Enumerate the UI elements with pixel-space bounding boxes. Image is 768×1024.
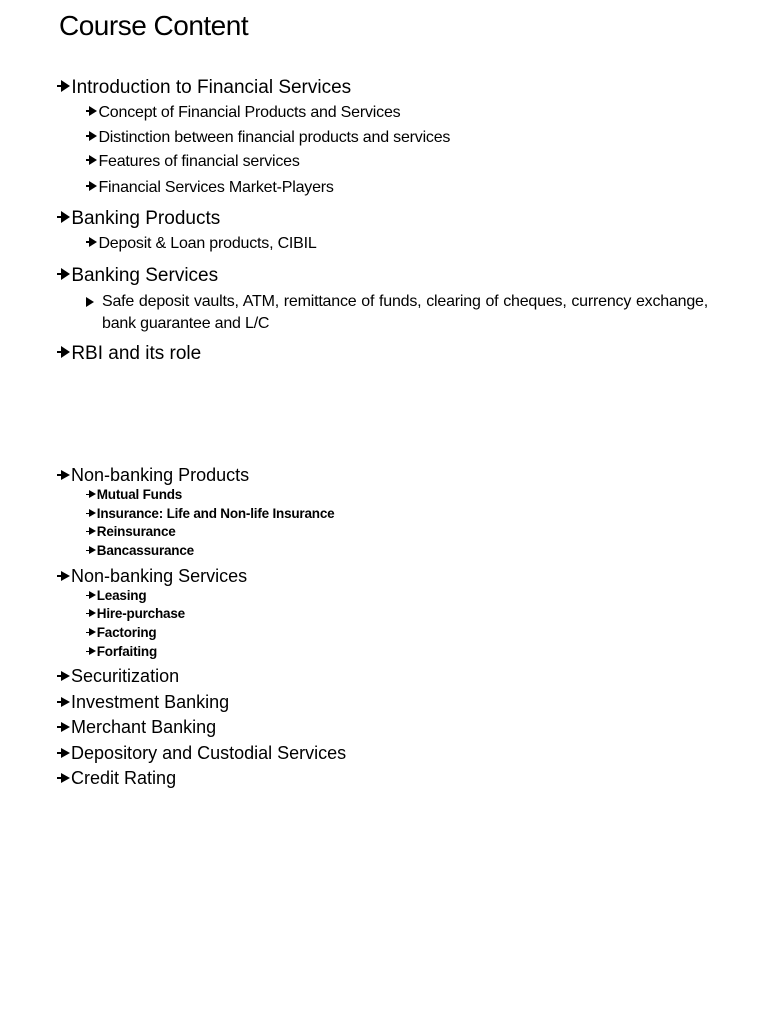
- bullet-credit-rating: [57, 768, 176, 789]
- arrow-bullet-icon: [61, 722, 70, 732]
- sub-bullet: [86, 644, 157, 659]
- arrow-bullet-icon: [89, 628, 96, 636]
- sub-bullet-wrapped: [102, 291, 708, 335]
- bullet-label: Introduction to Financial Services: [71, 77, 352, 98]
- arrow-bullet-icon: [61, 80, 70, 92]
- bullet-label: Investment Banking: [71, 692, 230, 712]
- arrow-bullet-icon: [89, 155, 97, 165]
- arrow-bullet-icon: [89, 106, 97, 116]
- bullet-merchant-banking: [57, 717, 216, 738]
- bullet-intro: [57, 77, 351, 99]
- bullet-rbi: [57, 343, 201, 365]
- arrow-bullet-icon: [61, 697, 70, 707]
- arrow-bullet-icon: [89, 647, 96, 655]
- page-title: Course Content: [59, 10, 249, 41]
- bullet-label: Banking Products: [71, 208, 221, 229]
- sub-bullet: [86, 179, 334, 197]
- sub-bullet-label: Bancassurance: [96, 543, 194, 558]
- bullet-label: Non-banking Products: [71, 465, 250, 485]
- sub-bullet-label: Mutual Funds: [96, 487, 183, 502]
- sub-bullet-label: Factoring: [96, 625, 157, 640]
- bullet-label: RBI and its role: [71, 343, 202, 364]
- sub-bullet: [86, 625, 156, 640]
- bullet-depository-services: [57, 743, 346, 764]
- arrow-bullet-icon: [89, 131, 97, 141]
- sub-bullet: [86, 487, 182, 502]
- arrow-bullet-icon: [61, 773, 70, 783]
- arrow-bullet-icon: [61, 268, 70, 280]
- arrow-bullet-icon: [89, 591, 96, 599]
- bullet-nonbanking-products: [57, 465, 249, 486]
- arrow-bullet-icon: [61, 470, 70, 480]
- sub-bullet: [86, 104, 400, 122]
- sub-bullet: [86, 606, 185, 621]
- sub-bullet-label: Distinction between financial products and services: [98, 129, 451, 146]
- arrow-bullet-icon: [61, 748, 70, 758]
- arrow-bullet-icon: [89, 527, 96, 535]
- sub-bullet: [86, 543, 194, 558]
- sub-bullet-label: Hire-purchase: [96, 606, 185, 621]
- bullet-label: Depository and Custodial Services: [71, 743, 347, 763]
- bullet-investment-banking: [57, 692, 229, 713]
- arrow-bullet-icon: [61, 671, 70, 681]
- sub-bullet-label: Deposit & Loan products, CIBIL: [98, 235, 317, 252]
- arrow-bullet-icon: [89, 546, 96, 554]
- arrow-bullet-icon: [89, 490, 96, 498]
- arrow-bullet-icon: [86, 297, 94, 307]
- sub-bullet: [86, 153, 300, 171]
- sub-bullet-label: Leasing: [96, 588, 147, 603]
- bullet-label: Merchant Banking: [71, 717, 217, 737]
- sub-bullet-label: Concept of Financial Products and Services: [98, 104, 401, 121]
- arrow-bullet-icon: [89, 609, 96, 617]
- arrow-bullet-icon: [89, 509, 96, 517]
- sub-bullet-label: Features of financial services: [98, 153, 300, 170]
- bullet-label: Credit Rating: [71, 768, 177, 788]
- bullet-label: Securitization: [71, 666, 180, 686]
- sub-bullet: [86, 506, 334, 521]
- arrow-bullet-icon: [61, 346, 70, 358]
- bullet-label: Non-banking Services: [71, 566, 248, 586]
- bullet-nonbanking-services: [57, 566, 247, 587]
- arrow-bullet-icon: [61, 571, 70, 581]
- sub-bullet-label: Insurance: Life and Non-life Insurance: [96, 506, 335, 521]
- bullet-banking-products: [57, 208, 220, 230]
- arrow-bullet-icon: [89, 181, 97, 191]
- sub-bullet: [86, 235, 317, 253]
- sub-bullet: [86, 524, 176, 539]
- sub-bullet-label: Forfaiting: [96, 644, 158, 659]
- sub-bullet-label: Safe deposit vaults, ATM, remittance of funds, clearing of cheques, currency exchange, bank guarantee and L/C: [102, 293, 708, 332]
- arrow-bullet-icon: [61, 211, 70, 223]
- sub-bullet: [86, 588, 146, 603]
- sub-bullet: [86, 129, 450, 147]
- arrow-bullet-icon: [89, 237, 97, 247]
- sub-bullet-label: Financial Services Market-Players: [98, 179, 334, 196]
- sub-bullet-label: Reinsurance: [96, 524, 176, 539]
- bullet-securitization: [57, 666, 179, 687]
- bullet-label: Banking Services: [71, 265, 219, 286]
- bullet-banking-services: [57, 265, 218, 287]
